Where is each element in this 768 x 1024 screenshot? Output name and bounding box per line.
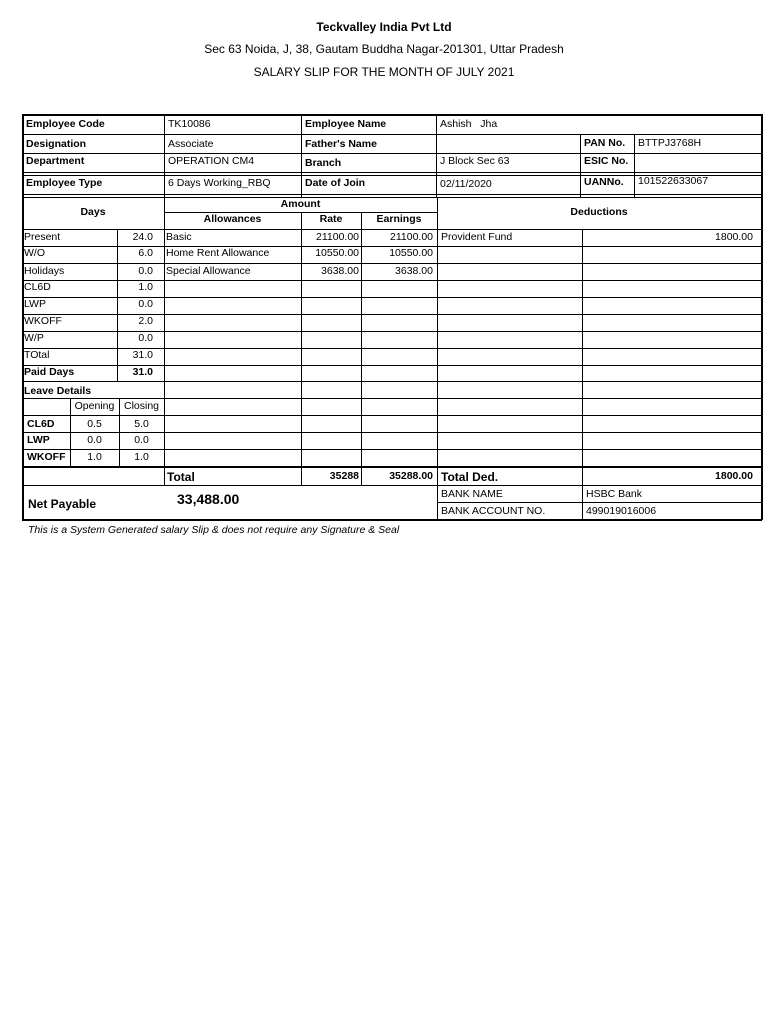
rate-header: Rate	[319, 213, 343, 225]
day-label: W/P	[24, 332, 44, 344]
earnings-total: 35288.00	[389, 470, 433, 482]
paid-days-value: 31.0	[132, 366, 153, 378]
day-value: 31.0	[132, 349, 153, 361]
branch: J Block Sec 63	[440, 155, 510, 167]
employee-type: 6 Days Working_RBQ	[168, 177, 271, 189]
amount-header: Amount	[280, 198, 321, 210]
department-label: Department	[26, 155, 85, 167]
company-address: Sec 63 Noida, J, 38, Gautam Buddha Nagar-201301, Uttar Pradesh	[204, 42, 564, 56]
leave-details-title: Leave Details	[24, 385, 92, 397]
day-label: W/O	[24, 247, 45, 259]
leave-closing: 5.0	[134, 418, 149, 430]
allowance-rate: 10550.00	[315, 247, 359, 259]
deduction-amount: 1800.00	[715, 231, 753, 243]
designation-label: Designation	[26, 138, 87, 150]
allowance-earnings: 10550.00	[389, 247, 433, 259]
allowance-name: Special Allowance	[166, 265, 251, 277]
employee-code-label: Employee Code	[26, 118, 105, 130]
day-value: 24.0	[132, 231, 153, 243]
day-value: 1.0	[138, 281, 153, 293]
deductions-header: Deductions	[570, 206, 628, 218]
day-value: 6.0	[138, 247, 153, 259]
total-label: Total	[167, 470, 195, 484]
day-label: Holidays	[24, 265, 65, 277]
footer-note: This is a System Generated salary Slip & does not require any Signature & Seal	[28, 524, 400, 536]
net-payable-value: 33,488.00	[177, 491, 240, 507]
designation: Associate	[168, 138, 214, 150]
day-label: TOtal	[24, 349, 50, 361]
day-label: WKOFF	[24, 315, 62, 327]
bank-name-label: BANK NAME	[441, 488, 503, 500]
allowance-earnings: 3638.00	[395, 265, 433, 277]
allowance-earnings: 21100.00	[389, 231, 433, 243]
day-value: 0.0	[138, 265, 153, 277]
day-value: 0.0	[138, 298, 153, 310]
earnings-header: Earnings	[376, 213, 422, 225]
days-header: Days	[80, 206, 106, 218]
leave-closing: 0.0	[134, 434, 149, 446]
allowance-rate: 3638.00	[321, 265, 359, 277]
date-of-join: 02/11/2020	[440, 178, 492, 190]
leave-opening: 0.0	[87, 434, 102, 446]
leave-opening: 0.5	[87, 418, 102, 430]
day-label: LWP	[24, 298, 46, 310]
leave-type: WKOFF	[27, 451, 66, 463]
total-deductions-label: Total Ded.	[441, 470, 499, 484]
leave-type: LWP	[27, 434, 50, 446]
employee-name-label: Employee Name	[305, 118, 387, 130]
branch-label: Branch	[305, 157, 342, 169]
leave-closing: 1.0	[134, 451, 149, 463]
pan-number: BTTPJ3768H	[638, 137, 702, 149]
day-label: CL6D	[24, 281, 51, 293]
employee-code: TK10086	[168, 118, 211, 130]
department: OPERATION CM4	[168, 155, 255, 167]
net-payable-label: Net Payable	[28, 497, 97, 511]
allowances-header: Allowances	[203, 213, 262, 225]
date-of-join-label: Date of Join	[305, 177, 366, 189]
leave-closing-header: Closing	[123, 400, 160, 412]
uan-number: 101522633067	[638, 175, 709, 187]
day-value: 0.0	[138, 332, 153, 344]
paid-days-label: Paid Days	[24, 366, 75, 378]
employee-type-label: Employee Type	[26, 177, 103, 189]
slip-title: SALARY SLIP FOR THE MONTH OF JULY 2021	[253, 65, 515, 79]
bank-name: HSBC Bank	[586, 488, 643, 500]
pan-label: PAN No.	[584, 137, 626, 149]
bank-account-label: BANK ACCOUNT NO.	[441, 505, 546, 517]
company-name: Teckvalley India Pvt Ltd	[316, 20, 452, 34]
day-label: Present	[24, 231, 61, 243]
uan-label: UANNo.	[584, 176, 624, 188]
day-value: 2.0	[138, 315, 153, 327]
total-deductions-value: 1800.00	[715, 470, 753, 482]
allowance-rate: 21100.00	[315, 231, 359, 243]
rate-total: 35288	[329, 470, 359, 482]
deduction-name: Provident Fund	[441, 231, 513, 243]
esic-label: ESIC No.	[584, 155, 629, 167]
bank-account-number: 499019016006	[586, 505, 657, 517]
allowance-name: Home Rent Allowance	[166, 247, 270, 259]
leave-opening: 1.0	[87, 451, 102, 463]
father-name-label: Father's Name	[305, 138, 377, 150]
leave-type: CL6D	[27, 418, 55, 430]
allowance-name: Basic	[166, 231, 192, 243]
employee-name: Ashish Jha	[440, 118, 498, 130]
leave-opening-header: Opening	[74, 400, 115, 412]
